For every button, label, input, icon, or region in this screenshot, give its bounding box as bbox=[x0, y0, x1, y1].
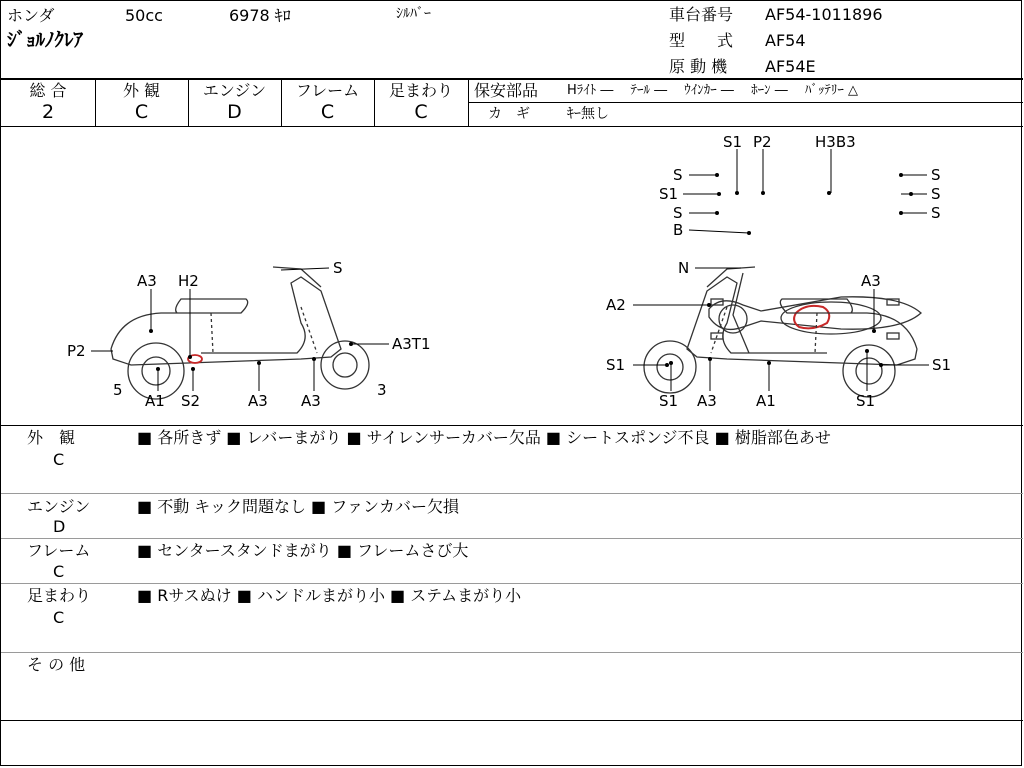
left-view-front-wheel bbox=[321, 341, 369, 389]
safety-parts-label: 保安部品 bbox=[474, 81, 539, 100]
diagram-label: S bbox=[931, 166, 941, 184]
remark-text-suspension: ■ Rサスぬけ ■ ハンドルまがり小 ■ ステムまがり小 bbox=[137, 586, 522, 605]
diagram-label: S1 bbox=[659, 185, 679, 203]
suspension-grade-label: 足まわり bbox=[388, 81, 453, 100]
model-name: ｼﾞｮﾙﾉｸﾚｱ bbox=[7, 29, 84, 51]
displacement: 50cc bbox=[125, 6, 163, 25]
diagram-label: A2 bbox=[606, 296, 626, 314]
maker: ホンダ bbox=[7, 6, 55, 25]
exterior-grade: C bbox=[134, 101, 149, 123]
color: ｼﾙﾊﾞｰ bbox=[396, 6, 431, 22]
diagram-label: 3 bbox=[377, 381, 387, 399]
frame-grade-label: フレーム bbox=[295, 81, 360, 100]
divider bbox=[1, 583, 1023, 584]
damage-diagram bbox=[1, 127, 1021, 423]
diagram-label: N bbox=[678, 259, 690, 277]
diagram-label: A3 bbox=[861, 272, 881, 290]
overall-grade-label: 総 合 bbox=[29, 81, 67, 100]
remark-grade-suspension: C bbox=[53, 608, 65, 627]
diagram-label: A1 bbox=[756, 392, 776, 410]
divider bbox=[1, 652, 1023, 653]
diagram-label: A3T1 bbox=[392, 335, 431, 353]
divider bbox=[469, 102, 1023, 103]
mileage: 6978 ｷﾛ bbox=[229, 6, 291, 25]
right-view-front-wheel bbox=[644, 341, 696, 393]
engine-model-label: 原 動 機 bbox=[669, 57, 728, 76]
divider bbox=[1, 425, 1023, 426]
remark-label-suspension: 足まわり bbox=[27, 586, 92, 605]
frame-no: AF54-1011896 bbox=[765, 5, 883, 24]
key-value: ｷｰ無し bbox=[567, 106, 609, 122]
top-view-seat bbox=[781, 302, 881, 334]
diagram-label: S bbox=[931, 185, 941, 203]
diagram-label: S bbox=[333, 259, 343, 277]
diagram-label: S1 bbox=[856, 392, 876, 410]
key-label: カ ギ bbox=[488, 106, 530, 122]
diagram-label: S1 bbox=[659, 392, 679, 410]
diagram-label: H3B3 bbox=[815, 133, 856, 151]
suspension-grade: C bbox=[414, 101, 428, 123]
diagram-label: P2 bbox=[753, 133, 772, 151]
left-view-seat bbox=[111, 299, 248, 349]
diagram-label: A3 bbox=[248, 392, 268, 410]
diagram-label: S1 bbox=[723, 133, 743, 151]
diagram-label: A1 bbox=[145, 392, 165, 410]
diagram-label: A3 bbox=[697, 392, 717, 410]
engine-model: AF54E bbox=[765, 57, 816, 76]
divider bbox=[1, 493, 1023, 494]
right-view-handle bbox=[707, 267, 755, 287]
frame-no-label: 車台番号 bbox=[669, 5, 734, 24]
engine-grade-label: エンジン bbox=[202, 81, 267, 100]
right-view-body bbox=[687, 277, 917, 365]
right-view-seat bbox=[780, 299, 917, 349]
diagram-label: B bbox=[673, 221, 684, 239]
diagram-label: A3 bbox=[137, 272, 157, 290]
remark-grade-frame: C bbox=[53, 562, 65, 581]
diagram-label: H2 bbox=[178, 272, 199, 290]
diagram-label: S2 bbox=[181, 392, 201, 410]
left-view-body bbox=[111, 277, 341, 365]
diagram-label: A3 bbox=[301, 392, 321, 410]
remark-label-exterior: 外 観 bbox=[27, 428, 76, 447]
diagram-label: 5 bbox=[113, 381, 123, 399]
diagram-label: S bbox=[673, 166, 683, 184]
remark-grade-engine: D bbox=[53, 517, 66, 536]
divider bbox=[1, 720, 1023, 721]
diagram-label: S bbox=[673, 204, 683, 222]
left-view-rear-wheel bbox=[128, 343, 184, 399]
remark-text-exterior: ■ 各所きず ■ レバーまがり ■ サイレンサーカバー欠品 ■ シートスポンジ不良 ■ 樹脂部色あせ bbox=[137, 428, 831, 447]
remark-text-engine: ■ 不動 キック問題なし ■ ファンカバー欠損 bbox=[137, 497, 459, 516]
frame-grade: C bbox=[320, 101, 335, 123]
diagram-label: S1 bbox=[932, 356, 952, 374]
overall-grade: 2 bbox=[41, 101, 55, 123]
engine-grade: D bbox=[227, 101, 242, 123]
diagram-label: S bbox=[931, 204, 941, 222]
type-value: AF54 bbox=[765, 31, 806, 50]
exterior-grade-label: 外 観 bbox=[122, 81, 161, 100]
diagram-label: S1 bbox=[606, 356, 626, 374]
divider bbox=[1, 538, 1023, 539]
remark-label-frame: フレーム bbox=[27, 541, 91, 560]
remark-text-frame: ■ センタースタンドまがり ■ フレームさび大 bbox=[137, 541, 469, 560]
top-view-handlebar bbox=[733, 273, 749, 353]
right-view-rear-wheel bbox=[843, 345, 895, 397]
remark-label-other: そ の 他 bbox=[27, 655, 86, 674]
divider bbox=[468, 79, 469, 126]
divider bbox=[1, 78, 1023, 80]
remark-label-engine: エンジン bbox=[27, 497, 91, 516]
remark-grade-exterior: C bbox=[53, 450, 65, 469]
type-label: 型 式 bbox=[669, 31, 734, 50]
diagram-label: P2 bbox=[67, 342, 86, 360]
safety-parts-items: Hﾗｲﾄ ― ﾃｰﾙ ― ｳｲﾝｶｰ ― ﾎｰﾝ ― ﾊﾞｯﾃﾘｰ △ bbox=[567, 83, 858, 98]
left-view-handle bbox=[273, 267, 321, 287]
